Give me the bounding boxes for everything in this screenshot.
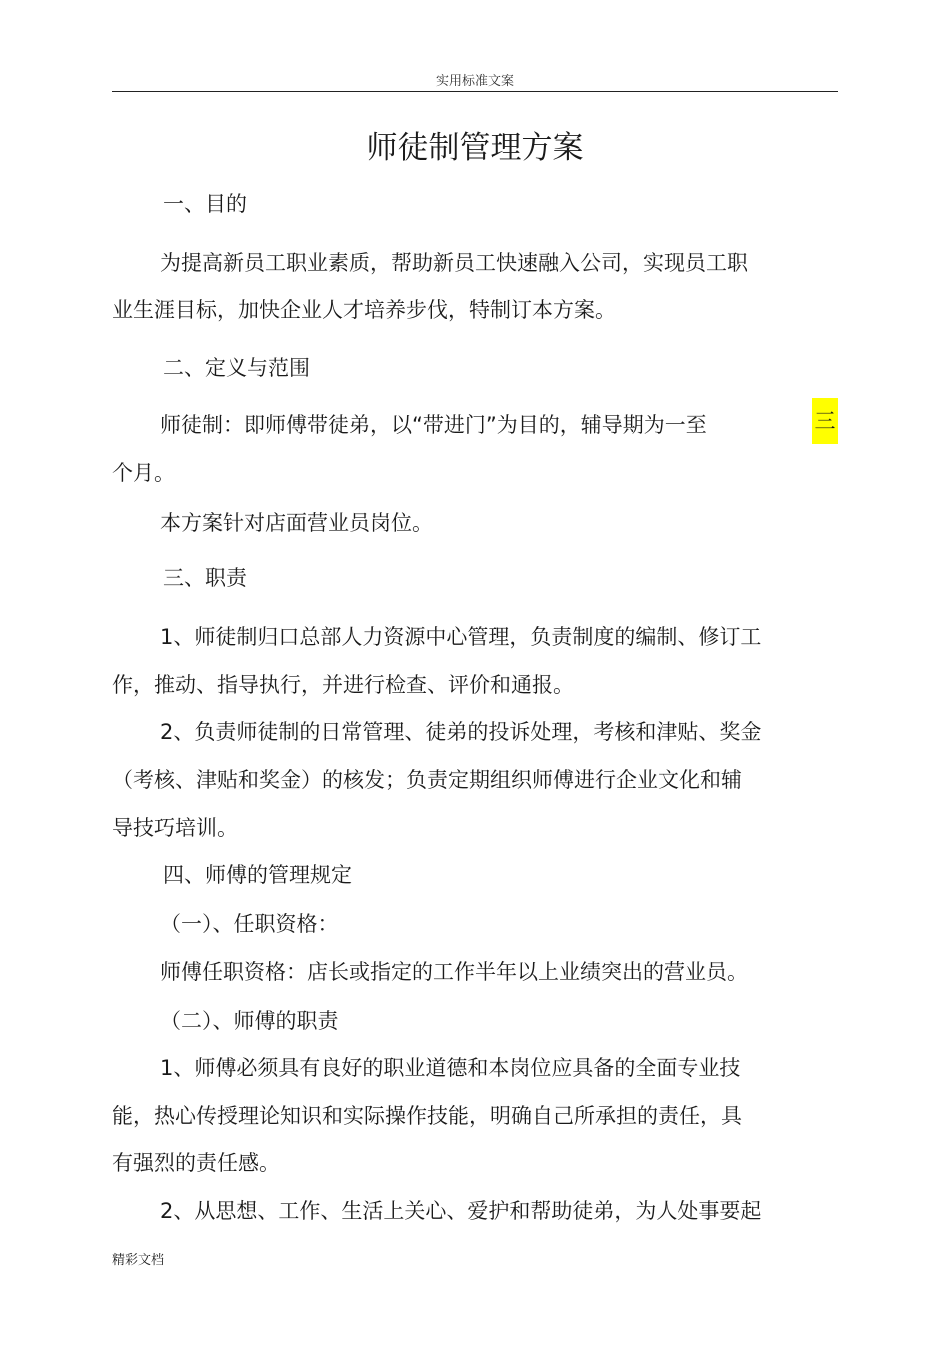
page-header: 实用标准文案 xyxy=(435,74,514,89)
paragraph-line: 个月。 xyxy=(112,461,175,485)
paragraph-line: 本方案针对店面营业员岗位。 xyxy=(160,511,433,535)
paragraph-line: 师傅任职资格：店长或指定的工作半年以上业绩突出的营业员。 xyxy=(160,960,748,984)
highlighted-character: 三 xyxy=(812,398,838,444)
paragraph-line: 1、师徒制归口总部人力资源中心管理，负责制度的编制、修订工 xyxy=(160,625,762,649)
section-heading-duties: 三、职责 xyxy=(163,566,247,590)
paragraph-line: 能，热心传授理论知识和实际操作技能，明确自己所承担的责任，具 xyxy=(112,1104,742,1128)
paragraph-line: 导技巧培训。 xyxy=(112,816,238,840)
paragraph-line: 1、师傅必须具有良好的职业道德和本岗位应具备的全面专业技 xyxy=(160,1056,741,1080)
subsection-heading: （一）、任职资格： xyxy=(160,912,339,936)
header-rule xyxy=(112,91,838,92)
section-heading-mentor: 四、师傅的管理规定 xyxy=(163,863,352,887)
page-footer: 精彩文档 xyxy=(112,1253,165,1268)
paragraph-line: 业生涯目标，加快企业人才培养步伐，特制订本方案。 xyxy=(112,298,616,322)
document-title: 师徒制管理方案 xyxy=(366,130,584,166)
paragraph-line: 为提高新员工职业素质，帮助新员工快速融入公司，实现员工职 xyxy=(160,251,748,275)
paragraph-line: 2、从思想、工作、生活上关心、爱护和帮助徒弟，为人处事要起 xyxy=(160,1199,762,1223)
section-heading-purpose: 一、目的 xyxy=(163,192,247,216)
paragraph-line: 师徒制：即师傅带徒弟，以“带进门”为目的，辅导期为一至 xyxy=(160,413,707,437)
subsection-heading: （二）、师傅的职责 xyxy=(160,1009,339,1033)
paragraph-line: 2、负责师徒制的日常管理、徒弟的投诉处理，考核和津贴、奖金 xyxy=(160,720,762,744)
paragraph-line: （考核、津贴和奖金）的核发；负责定期组织师傅进行企业文化和辅 xyxy=(112,768,742,792)
paragraph-line: 有强烈的责任感。 xyxy=(112,1151,280,1175)
section-heading-scope: 二、定义与范围 xyxy=(163,356,310,380)
paragraph-line: 作，推动、指导执行，并进行检查、评价和通报。 xyxy=(112,673,574,697)
